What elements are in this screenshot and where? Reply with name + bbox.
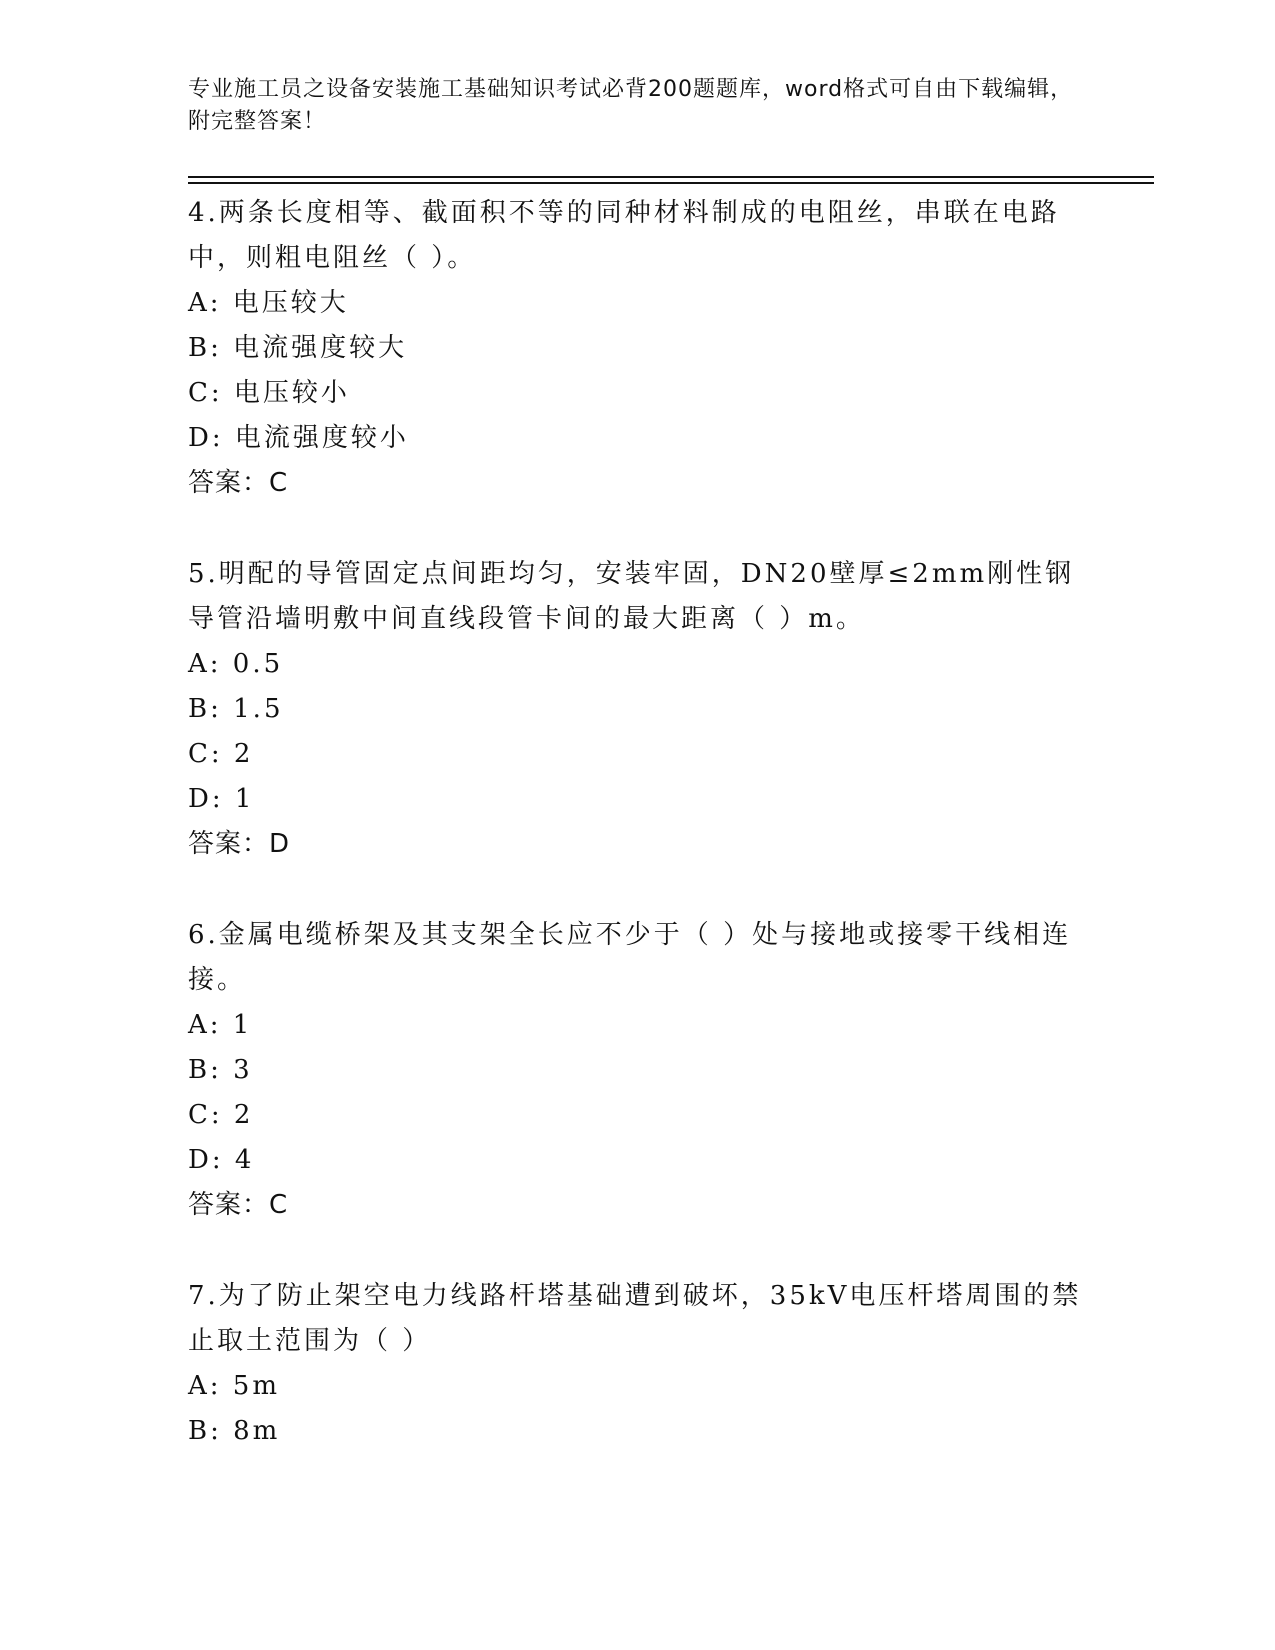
- question-7: [188, 1274, 1088, 1454]
- question-stem: 4.两条长度相等、截面积不等的同种材料制成的电阻丝，串联在电路中，则粗电阻丝（ ）。: [188, 198, 1060, 273]
- question-5: [188, 552, 1088, 867]
- option-a: A: 0.5: [188, 649, 284, 679]
- option-b: B: 3: [188, 1055, 253, 1085]
- document-header: 专业施工员之设备安装施工基础知识考试必背200题题库，word格式可自由下载编辑，附完整答案！: [188, 77, 1074, 134]
- answer-line: 答案：D: [188, 829, 291, 859]
- question-stem: 5.明配的导管固定点间距均匀，安装牢固，DN20壁厚≤2mm刚性钢导管沿墙明敷中间直线段管卡间的最大距离（ ）m。: [188, 559, 1075, 634]
- option-a: A: 1: [188, 1010, 253, 1040]
- option-d: D: 1: [188, 784, 255, 814]
- option-b: B: 8m: [188, 1416, 281, 1446]
- question-list: [188, 191, 1088, 1454]
- option-c: C: 2: [188, 739, 254, 769]
- option-d: D: 电流强度较小: [188, 423, 409, 453]
- option-a: A: 电压较大: [188, 288, 349, 318]
- option-b: B: 1.5: [188, 694, 284, 724]
- option-a: A: 5m: [188, 1371, 280, 1401]
- question-stem: 7.为了防止架空电力线路杆塔基础遭到破坏，35kV电压杆塔周围的禁止取土范围为（ ）: [188, 1281, 1082, 1356]
- header-rule-bottom: [188, 182, 1154, 184]
- option-d: D: 4: [188, 1145, 255, 1175]
- question-stem: 6.金属电缆桥架及其支架全长应不少于（ ）处与接地或接零干线相连接。: [188, 920, 1072, 995]
- header-rule-top: [188, 176, 1154, 178]
- answer-line: 答案：C: [188, 1190, 289, 1220]
- option-c: C: 电压较小: [188, 378, 350, 408]
- answer-line: 答案：C: [188, 468, 289, 498]
- question-4: [188, 191, 1088, 506]
- option-c: C: 2: [188, 1100, 254, 1130]
- question-6: [188, 913, 1088, 1228]
- option-b: B: 电流强度较大: [188, 333, 408, 363]
